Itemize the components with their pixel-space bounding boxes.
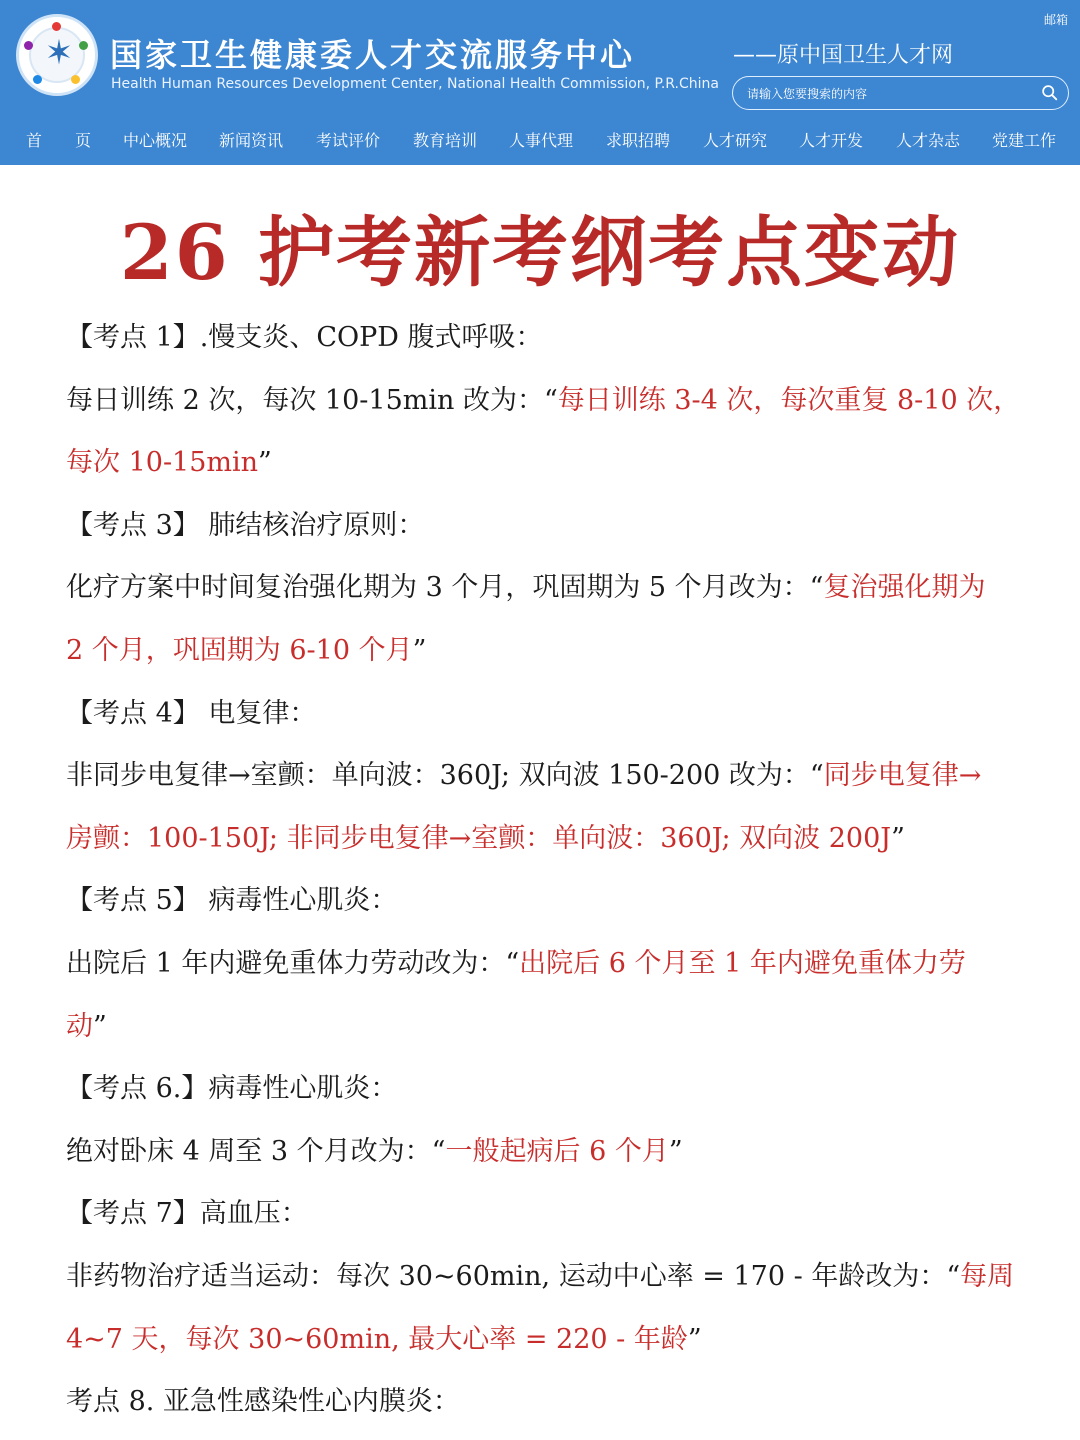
article-line — [66, 495, 1016, 558]
article-line — [66, 1246, 1016, 1309]
article-line — [66, 1371, 1016, 1434]
nav-item-home-1[interactable]: 首 — [26, 131, 43, 150]
highlighted-text: 复治强化期为 — [823, 572, 986, 604]
article-line — [66, 1058, 1016, 1121]
article-line — [66, 745, 1016, 808]
article-line — [66, 432, 1016, 495]
article-line — [66, 933, 1016, 996]
highlighted-text: 一般起病后 6 个月 — [445, 1135, 669, 1167]
body-text: 非药物治疗适当运动：每次 30~60min, 运动中心率 = 170 - 年龄改为：“ — [66, 1260, 961, 1292]
body-text: 化疗方案中时间复治强化期为 3 个月，巩固期为 5 个月改为：“ — [66, 572, 824, 604]
article-line — [66, 1121, 1016, 1184]
body-text: ” — [258, 447, 272, 479]
highlighted-text: 房颤：100-150J; 非同步电复律→室颤：单向波：360J; 双向波 200J — [66, 822, 892, 854]
main-nav — [0, 128, 1080, 154]
nav-item-jobs[interactable]: 求职招聘 — [606, 131, 671, 150]
body-text: ” — [687, 1323, 702, 1355]
nav-item-development[interactable]: 人才开发 — [799, 131, 864, 150]
nav-item-education[interactable]: 教育培训 — [413, 131, 478, 150]
body-text: 【考点 7】高血压： — [66, 1198, 308, 1230]
article-line — [66, 557, 1016, 620]
search-bar[interactable] — [732, 76, 1069, 110]
article-line — [66, 307, 1016, 370]
logo-dot-icon — [71, 75, 80, 84]
highlighted-text: 2 个月，巩固期为 6-10 个月 — [66, 634, 413, 666]
mail-link[interactable]: 邮箱 — [1043, 13, 1068, 27]
logo-dot-icon — [24, 41, 33, 50]
body-text: ” — [412, 634, 427, 666]
logo-dot-icon — [33, 75, 42, 84]
nav-item-home-2[interactable]: 页 — [75, 131, 92, 150]
article-line — [66, 996, 1016, 1059]
nav-item-party[interactable]: 党建工作 — [992, 131, 1057, 150]
body-text: 【考点 1】.慢支炎、COPD 腹式呼吸： — [66, 322, 543, 353]
site-title-cn[interactable]: 国家卫生健康委人才交流服务中心 — [110, 36, 636, 74]
body-text: 【考点 5】 病毒性心肌炎： — [66, 885, 398, 917]
article-line — [66, 808, 1016, 871]
highlighted-text: 4~7 天，每次 30~60min, 最大心率 = 220 - 年龄 — [66, 1323, 688, 1355]
body-text: ” — [93, 1010, 107, 1042]
nav-item-research[interactable]: 人才研究 — [703, 131, 768, 150]
nav-item-hr-agency[interactable]: 人事代理 — [509, 131, 574, 150]
nav-item-about[interactable]: 中心概况 — [123, 131, 188, 150]
article-line — [66, 370, 1021, 433]
article-line — [66, 1309, 1016, 1372]
article-line — [66, 1183, 1016, 1246]
body-text: ” — [668, 1135, 683, 1167]
nav-item-exams[interactable]: 考试评价 — [316, 131, 381, 150]
body-text: 绝对卧床 4 周至 3 个月改为：“ — [66, 1135, 446, 1167]
article-line — [66, 683, 1016, 746]
body-text: ” — [891, 822, 905, 854]
site-header — [0, 0, 1080, 165]
article-line — [66, 620, 1016, 683]
body-text: 【考点 4】 电复律： — [66, 697, 317, 729]
search-input[interactable]: 请输入您要搜索的内容 — [747, 87, 868, 101]
search-icon[interactable] — [1041, 84, 1058, 101]
logo-dot-icon — [52, 22, 61, 31]
body-text: 非同步电复律→室颤：单向波：360J; 双向波 150-200 改为：“ — [66, 760, 824, 792]
article-line — [66, 870, 1016, 933]
page-title: 26 护考新考纲考点变动 — [119, 208, 961, 297]
highlighted-text: 每周 — [960, 1260, 1015, 1292]
highlighted-text: 每日训练 3-4 次，每次重复 8-10 次， — [557, 384, 1021, 416]
body-text: 出院后 1 年内避免重体力劳动改为：“ — [66, 947, 520, 979]
highlighted-text: 出院后 6 个月至 1 年内避免重体力劳 — [519, 947, 966, 979]
body-text: 每日训练 2 次，每次 10-15min 改为：“ — [66, 384, 558, 416]
former-site-name: ——原中国卫生人才网 — [733, 43, 954, 68]
nav-item-news[interactable]: 新闻资讯 — [219, 131, 284, 150]
article-body — [66, 307, 1021, 1434]
highlighted-text: 每次 10-15min — [66, 447, 259, 479]
highlighted-text: 动 — [66, 1010, 93, 1042]
body-text: 考点 8. 亚急性感染性心内膜炎： — [66, 1386, 460, 1418]
logo-dot-icon — [79, 41, 88, 50]
nav-item-magazine[interactable]: 人才杂志 — [896, 131, 961, 150]
highlighted-text: 同步电复律→ — [823, 760, 982, 792]
body-text: 【考点 6.】病毒性心肌炎： — [66, 1073, 398, 1105]
star-icon: ✶ — [44, 33, 74, 73]
site-title-en: Health Human Resources Development Center, National Health Commission, P.R.China — [111, 76, 719, 92]
logo[interactable] — [16, 14, 98, 96]
body-text: 【考点 3】 肺结核治疗原则： — [66, 509, 425, 541]
